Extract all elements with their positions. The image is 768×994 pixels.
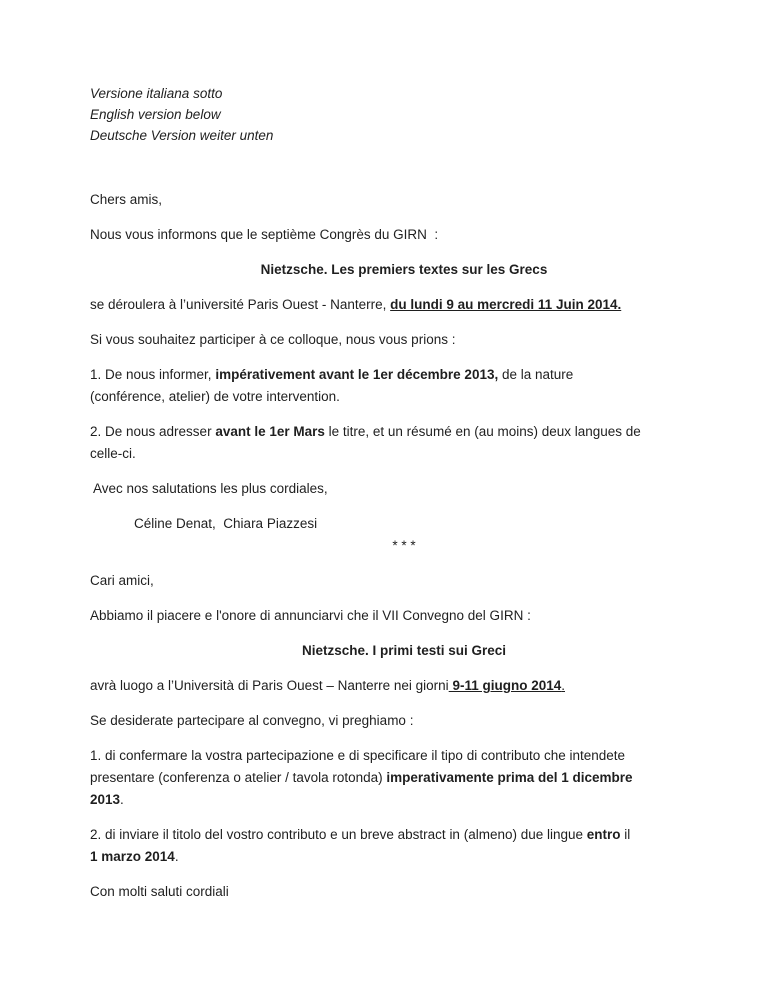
text-line — [90, 364, 718, 386]
text-run: 2. De nous adresser — [90, 424, 216, 439]
text-run: Céline Denat, Chiara Piazzesi — [134, 516, 318, 531]
text-run: Cari amici, — [90, 573, 154, 588]
text-run: Versione italiana sotto — [90, 86, 223, 101]
text-run: Nietzsche. Les premiers textes sur les Grecs — [260, 262, 548, 277]
text-run: Chers amis, — [90, 192, 163, 207]
text-line — [90, 789, 718, 811]
fr-item-2 — [90, 421, 718, 465]
text-line — [90, 846, 718, 868]
fr-intro — [90, 224, 718, 246]
fr-venue-line — [90, 294, 718, 316]
text-run: 1. De nous informer, — [90, 367, 216, 382]
text-run: Abbiamo il piacere e l'onore di annunciarvi che il VII Convegno del GIRN : — [90, 608, 531, 623]
it-deadline-1-year: 2013 — [90, 792, 121, 807]
fr-closing — [90, 478, 718, 500]
language-availability-note — [90, 83, 718, 146]
fr-deadline-2: avant le 1er Mars — [215, 424, 325, 439]
section-separator — [90, 535, 718, 557]
italian-section — [90, 570, 718, 903]
fr-deadline-1: impérativement avant le 1er décembre 2013, — [215, 367, 499, 382]
text-run: (conférence, atelier) de votre intervention. — [90, 389, 340, 404]
language-note-italian — [90, 83, 718, 104]
text-run: English version below — [90, 107, 221, 122]
it-closing — [90, 881, 718, 903]
text-run: . — [561, 678, 565, 693]
language-note-english — [90, 104, 718, 125]
text-run: * * * — [392, 538, 416, 553]
text-run: Se desiderate partecipare al convegno, vi preghiamo : — [90, 713, 414, 728]
text-line — [90, 443, 718, 465]
it-deadline-1: imperativamente prima del 1 dicembre — [386, 770, 633, 785]
text-run: se déroulera à l’université Paris Ouest - Nanterre, — [90, 297, 391, 312]
it-dates: 9-11 giugno 2014 — [448, 678, 562, 693]
fr-item-1 — [90, 364, 718, 408]
text-run: celle-ci. — [90, 446, 136, 461]
text-run: Avec nos salutations les plus cordiales, — [90, 481, 328, 496]
text-line — [90, 824, 718, 846]
it-salutation — [90, 570, 718, 592]
it-request-intro — [90, 710, 718, 732]
it-conference-title — [90, 640, 718, 662]
fr-dates: du lundi 9 au mercredi 11 Juin 2014. — [390, 297, 622, 312]
fr-signature — [90, 513, 718, 535]
it-deadline-2-word: entro — [586, 827, 621, 842]
text-line — [90, 767, 718, 789]
text-run: de la nature — [498, 367, 574, 382]
fr-request-intro — [90, 329, 718, 351]
text-line — [90, 745, 718, 767]
language-note-german — [90, 125, 718, 146]
text-line — [90, 386, 718, 408]
it-intro — [90, 605, 718, 627]
text-run: . — [174, 849, 179, 864]
french-section — [90, 189, 718, 535]
text-run: Nietzsche. I primi testi sui Greci — [301, 643, 507, 658]
text-run: Nous vous informons que le septième Congrès du GIRN : — [90, 227, 439, 242]
text-run: 2. di inviare il titolo del vostro contributo e un breve abstract in (almeno) due lingue — [90, 827, 587, 842]
text-run: . — [120, 792, 124, 807]
fr-salutation — [90, 189, 718, 211]
it-venue-line — [90, 675, 718, 697]
it-item-2 — [90, 824, 718, 868]
it-item-1 — [90, 745, 718, 811]
text-line — [90, 421, 718, 443]
text-run: Si vous souhaitez participer à ce colloque, nous vous prions : — [90, 332, 456, 347]
text-run: presentare (conferenza o atelier / tavola rotonda) — [90, 770, 387, 785]
text-run: Deutsche Version weiter unten — [90, 128, 274, 143]
text-run: Con molti saluti cordiali — [90, 884, 229, 899]
text-run: il — [620, 827, 631, 842]
fr-conference-title — [90, 259, 718, 281]
text-run: avrà luogo a l’Università di Paris Ouest – Nanterre nei giorni — [90, 678, 449, 693]
text-run: 1. di confermare la vostra partecipazione e di specificare il tipo di contributo che intendete — [90, 748, 626, 763]
text-run: le titre, et un résumé en (au moins) deux langues de — [324, 424, 641, 439]
it-deadline-2-date: 1 marzo 2014 — [90, 849, 175, 864]
